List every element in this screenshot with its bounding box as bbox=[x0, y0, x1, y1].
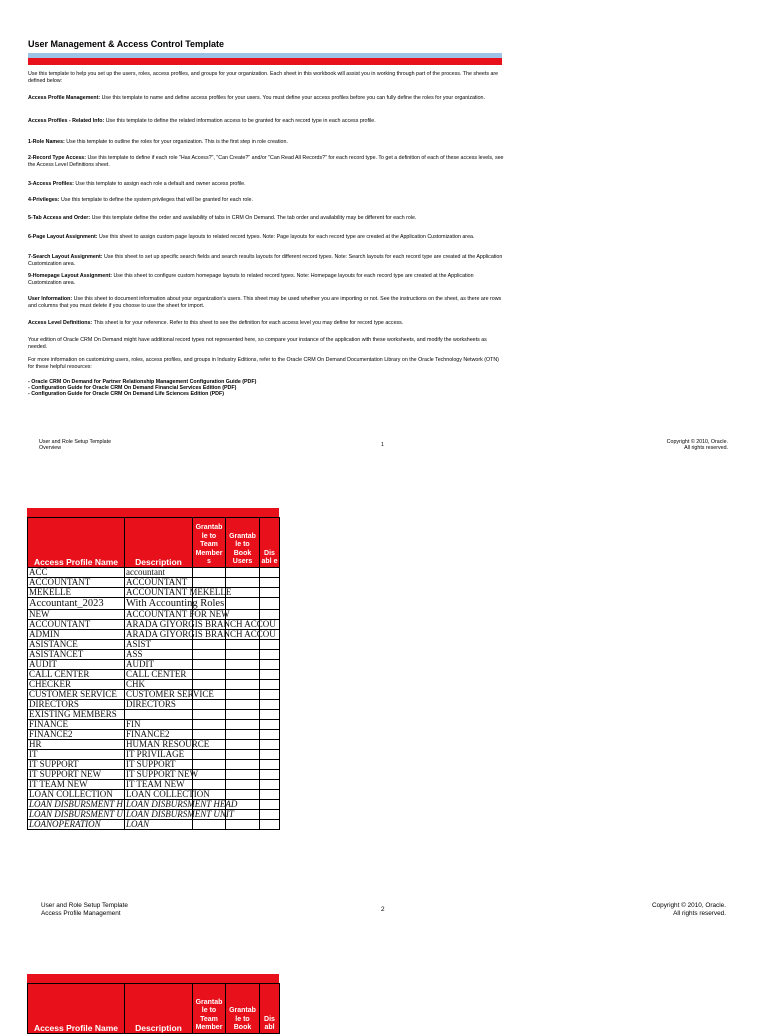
cell-profile-name: ADMIN bbox=[28, 630, 125, 640]
section-access-profile-management: Access Profile Management: Use this template to name and define access profiles for your users. You must define your access profiles before you can fully define the roles for your organization. bbox=[28, 95, 485, 101]
cell-profile-name: MEKELLE bbox=[28, 588, 125, 598]
cell-description: ARADA GIYORGIS BRANCH ACCOU bbox=[126, 629, 276, 639]
cell-description: ASIST bbox=[125, 640, 193, 650]
cell-empty bbox=[260, 710, 280, 720]
cell-empty bbox=[193, 660, 226, 670]
cell-empty bbox=[260, 680, 280, 690]
pdf-link[interactable]: - Configuration Guide for Oracle CRM On Demand Financial Services Edition (PDF) bbox=[28, 385, 237, 392]
cell-description: ACCOUNTANT bbox=[125, 578, 193, 588]
cell-description: AUDIT bbox=[125, 660, 193, 670]
col-header-description: Description bbox=[125, 518, 193, 568]
col-header-description: Description bbox=[125, 984, 193, 1034]
cell-empty bbox=[260, 598, 280, 610]
cell-empty bbox=[226, 670, 260, 680]
col-header-disable: Dis abl bbox=[260, 984, 280, 1034]
cell-profile-name: CHECKER bbox=[28, 680, 125, 690]
cell-description bbox=[125, 710, 193, 720]
cell-empty bbox=[226, 680, 260, 690]
cell-empty bbox=[226, 790, 260, 800]
col-header-book-users: Grantab le to Book Users bbox=[226, 518, 260, 568]
cell-profile-name: ACCOUNTANT bbox=[28, 578, 125, 588]
cell-description: FINANCE2 bbox=[125, 730, 193, 740]
section-role-names: 1-Role Names: Use this template to outline the roles for your organization. This is the first step in role creation. bbox=[28, 139, 288, 145]
cell-profile-name: NEW bbox=[28, 610, 125, 620]
cell-empty bbox=[226, 660, 260, 670]
col-header-team-members: Grantab le to Team Member s bbox=[193, 518, 226, 568]
title-rule-red bbox=[28, 58, 502, 65]
cell-empty bbox=[226, 700, 260, 710]
cell-empty bbox=[193, 760, 226, 770]
cell-description: LOAN COLLECTION bbox=[126, 789, 210, 799]
table-row bbox=[28, 810, 280, 820]
cell-empty bbox=[260, 568, 280, 578]
cell-profile-name: AUDIT bbox=[28, 660, 125, 670]
footer-left: User and Role Setup Template Access Profile Management bbox=[41, 902, 128, 917]
cell-empty bbox=[260, 700, 280, 710]
cell-empty bbox=[260, 610, 280, 620]
table-row bbox=[28, 720, 280, 730]
cell-description: ACCOUNTANT FOR NEW bbox=[126, 609, 230, 619]
cell-description: LOAN DISBURSMENT HEAD bbox=[126, 799, 238, 809]
page-number: 1 bbox=[381, 442, 384, 448]
cell-empty bbox=[260, 780, 280, 790]
col-header-profile-name: Access Profile Name bbox=[28, 984, 125, 1034]
table-row bbox=[28, 640, 280, 650]
cell-description: IT PRIVILAGE bbox=[125, 750, 193, 760]
cell-empty bbox=[260, 750, 280, 760]
cell-empty bbox=[260, 578, 280, 588]
table-row bbox=[28, 680, 280, 690]
page-title: User Management & Access Control Template bbox=[28, 39, 225, 49]
cell-empty bbox=[260, 790, 280, 800]
section-search-layout: 7-Search Layout Assignment: Use this sheet to set up specific search fields and search results layouts for different record types. Note: Search layouts for each record type are created at the Application Customization area. bbox=[28, 254, 503, 267]
cell-empty bbox=[193, 730, 226, 740]
cell-empty bbox=[226, 820, 260, 830]
table-row bbox=[28, 588, 280, 598]
cell-description: ASS bbox=[125, 650, 193, 660]
cell-empty bbox=[193, 710, 226, 720]
cell-empty bbox=[260, 760, 280, 770]
col-header-profile-name: Access Profile Name bbox=[28, 518, 125, 568]
col-header-disable: Dis abl e bbox=[260, 518, 280, 568]
cell-empty bbox=[193, 780, 226, 790]
section-access-level-definitions: Access Level Definitions: This sheet is for your reference. Refer to this sheet to see the definition for each access level you may define for record type access. bbox=[28, 320, 404, 326]
cell-description: CALL CENTER bbox=[125, 670, 193, 680]
table-row bbox=[28, 780, 280, 790]
cell-empty bbox=[226, 780, 260, 790]
cell-empty bbox=[193, 640, 226, 650]
cell-empty bbox=[260, 800, 280, 810]
cell-description: accountant bbox=[125, 568, 193, 578]
cell-profile-name: EXISTING MEMBERS bbox=[28, 710, 125, 720]
cell-profile-name: HR bbox=[28, 740, 125, 750]
section-record-type-access: 2-Record Type Access: Use this template to define if each role "Has Access?", "Can Create?" and/or "Can Read All Records?" for each record type. To get a definition of each of these access levels, see the Access Level Definitions sheet. bbox=[28, 155, 504, 168]
page-number: 2 bbox=[381, 906, 385, 913]
cell-empty bbox=[226, 598, 260, 610]
cell-empty bbox=[260, 810, 280, 820]
cell-description: ARADA GIYORGIS BRANCH ACCOU bbox=[126, 619, 276, 629]
cell-profile-name: ASISTANCE bbox=[28, 640, 125, 650]
cell-profile-name: FINANCE bbox=[28, 720, 125, 730]
pdf-link[interactable]: - Configuration Guide for Oracle CRM On Demand Life Sciences Edition (PDF) bbox=[28, 391, 225, 398]
cell-empty bbox=[193, 700, 226, 710]
access-profile-sheet-2 bbox=[27, 974, 279, 1034]
sheet-header-bar bbox=[27, 974, 279, 983]
cell-description: LOAN bbox=[125, 820, 193, 830]
cell-profile-name: ASISTANCET bbox=[28, 650, 125, 660]
table-row bbox=[28, 760, 280, 770]
cell-empty bbox=[226, 690, 260, 700]
cell-empty bbox=[193, 820, 226, 830]
table-row bbox=[28, 630, 280, 640]
cell-empty bbox=[193, 750, 226, 760]
cell-description: IT TEAM NEW bbox=[125, 780, 193, 790]
cell-profile-name: LOAN DISBURSMENT H bbox=[29, 799, 123, 809]
pdf-link[interactable]: - Oracle CRM On Demand for Partner Relationship Management Configuration Guide (PDF) bbox=[28, 379, 257, 385]
cell-empty bbox=[260, 720, 280, 730]
section-access-profiles-related: Access Profiles - Related Info: Use this template to define the related information access to be granted for each record type in each access profile. bbox=[28, 118, 376, 124]
cell-empty bbox=[226, 770, 260, 780]
cell-profile-name: IT bbox=[28, 750, 125, 760]
col-header-book-users: Grantab le to Book bbox=[226, 984, 260, 1034]
cell-description: IT SUPPORT bbox=[125, 760, 193, 770]
cell-description: CHK bbox=[125, 680, 193, 690]
footer-copyright: Copyright © 2010, Oracle. All rights reserved. bbox=[652, 902, 726, 917]
table-row bbox=[28, 740, 280, 750]
section-access-profiles: 3-Access Profiles: Use this template to assign each role a default and owner access profile. bbox=[28, 181, 246, 187]
table-row bbox=[28, 820, 280, 830]
cell-empty bbox=[226, 610, 260, 620]
cell-description: With Accounting Roles bbox=[126, 598, 225, 609]
cell-profile-name: DIRECTORS bbox=[28, 700, 125, 710]
section-tab-access: 5-Tab Access and Order: Use this template define the order and availability of tabs in CRM On Demand. The tab order and availability may be different for each role. bbox=[28, 215, 417, 221]
cell-empty bbox=[226, 750, 260, 760]
cell-empty bbox=[260, 690, 280, 700]
table-row bbox=[28, 690, 280, 700]
access-profile-sheet bbox=[27, 508, 279, 830]
cell-description: HUMAN RESOURCE bbox=[126, 739, 210, 749]
cell-empty bbox=[226, 640, 260, 650]
note-more-info: For more information on customizing users, roles, access profiles, and groups in Industry Editions, refer to the Oracle CRM On Demand Documentation Library on the Oracle Technology Network (OTN) for these helpful resources: bbox=[28, 357, 499, 370]
pdf-list bbox=[28, 379, 256, 398]
table-row bbox=[28, 700, 280, 710]
cell-empty bbox=[193, 670, 226, 680]
cell-profile-name: ACC bbox=[28, 568, 125, 578]
cell-empty bbox=[260, 640, 280, 650]
cell-empty bbox=[193, 650, 226, 660]
table-row bbox=[28, 750, 280, 760]
cell-empty bbox=[226, 760, 260, 770]
table-row bbox=[28, 578, 280, 588]
cell-empty bbox=[226, 650, 260, 660]
table-row bbox=[28, 730, 280, 740]
access-profile-table bbox=[27, 517, 280, 830]
cell-empty bbox=[226, 710, 260, 720]
cell-empty bbox=[193, 720, 226, 730]
cell-profile-name: IT SUPPORT NEW bbox=[28, 770, 125, 780]
cell-empty bbox=[260, 770, 280, 780]
table-row bbox=[28, 770, 280, 780]
cell-profile-name: CUSTOMER SERVICE bbox=[28, 690, 125, 700]
col-header-team-members: Grantab le to Team Member bbox=[193, 984, 226, 1034]
cell-empty bbox=[226, 730, 260, 740]
cell-empty bbox=[260, 650, 280, 660]
table-row bbox=[28, 598, 280, 610]
footer-copyright: Copyright © 2010, Oracle. All rights reserved. bbox=[666, 439, 728, 452]
cell-profile-name: FINANCE2 bbox=[28, 730, 125, 740]
cell-description: LOAN DISBURSMENT UNIT bbox=[126, 809, 234, 819]
cell-empty bbox=[260, 588, 280, 598]
cell-empty bbox=[260, 730, 280, 740]
section-page-layout: 6-Page Layout Assignment: Use this sheet to assign custom page layouts to related record types. Note: Page layouts for each record type are created at the Application Customization area. bbox=[28, 234, 475, 240]
table-row bbox=[28, 620, 280, 630]
cell-empty bbox=[260, 660, 280, 670]
cell-profile-name: ACCOUNTANT bbox=[28, 620, 125, 630]
cell-empty bbox=[226, 720, 260, 730]
cell-empty bbox=[260, 820, 280, 830]
cell-empty bbox=[226, 568, 260, 578]
cell-empty bbox=[226, 578, 260, 588]
cell-description: IT SUPPORT NEW bbox=[126, 769, 199, 779]
table-row bbox=[28, 650, 280, 660]
note-edition: Your edition of Oracle CRM On Demand might have additional record types not represented here, so compare your instance of the application with these worksheets, and modify the worksheets as needed. bbox=[28, 337, 487, 350]
cell-profile-name: CALL CENTER bbox=[28, 670, 125, 680]
cell-profile-name: Accountant_2023 bbox=[28, 598, 125, 610]
section-privileges: 4-Privileges: Use this template to define the system privileges that will be granted for each role. bbox=[28, 197, 253, 203]
section-user-information: User Information: Use this sheet to document information about your organization's users. This sheet may be used whether you are importing or not. See the instructions on the sheet, as there are rows and columns that you must delete if you choose to use the sheet for import. bbox=[28, 296, 502, 309]
cell-profile-name: IT TEAM NEW bbox=[28, 780, 125, 790]
cell-empty bbox=[260, 740, 280, 750]
table-row bbox=[28, 790, 280, 800]
cell-description: DIRECTORS bbox=[125, 700, 193, 710]
cell-profile-name: LOAN DISBURSMENT U bbox=[29, 809, 123, 819]
cell-description: FIN bbox=[125, 720, 193, 730]
cell-profile-name: LOAN COLLECTION bbox=[28, 790, 125, 800]
cell-empty bbox=[193, 568, 226, 578]
cell-description: ACCOUNTANT MEKELLE bbox=[126, 587, 232, 597]
table-row bbox=[28, 610, 280, 620]
section-homepage-layout: 9-Homepage Layout Assignment: Use this sheet to configure custom homepage layouts to related record types. Note: Homepage layouts for each record type are created at the Application Customization area. bbox=[28, 273, 474, 286]
access-profile-table bbox=[27, 983, 280, 1034]
table-row bbox=[28, 568, 280, 578]
table-row bbox=[28, 800, 280, 810]
table-row bbox=[28, 670, 280, 680]
sheet-header-bar bbox=[27, 508, 279, 517]
cell-profile-name: LOANOPERATION bbox=[28, 820, 125, 830]
table-row bbox=[28, 710, 280, 720]
cell-empty bbox=[193, 578, 226, 588]
cell-profile-name: IT SUPPORT bbox=[28, 760, 125, 770]
table-row bbox=[28, 660, 280, 670]
cell-empty bbox=[226, 740, 260, 750]
footer-left: User and Role Setup Template Overview bbox=[39, 439, 112, 452]
cell-empty bbox=[193, 680, 226, 690]
cell-empty bbox=[260, 670, 280, 680]
intro-text: Use this template to help you set up the users, roles, access profiles, and groups for your organization. Each sheet in this workbook will assist you in working through part of the process. The sheets are defined below: bbox=[28, 71, 499, 84]
cell-description: CUSTOMER SERVICE bbox=[126, 689, 214, 699]
